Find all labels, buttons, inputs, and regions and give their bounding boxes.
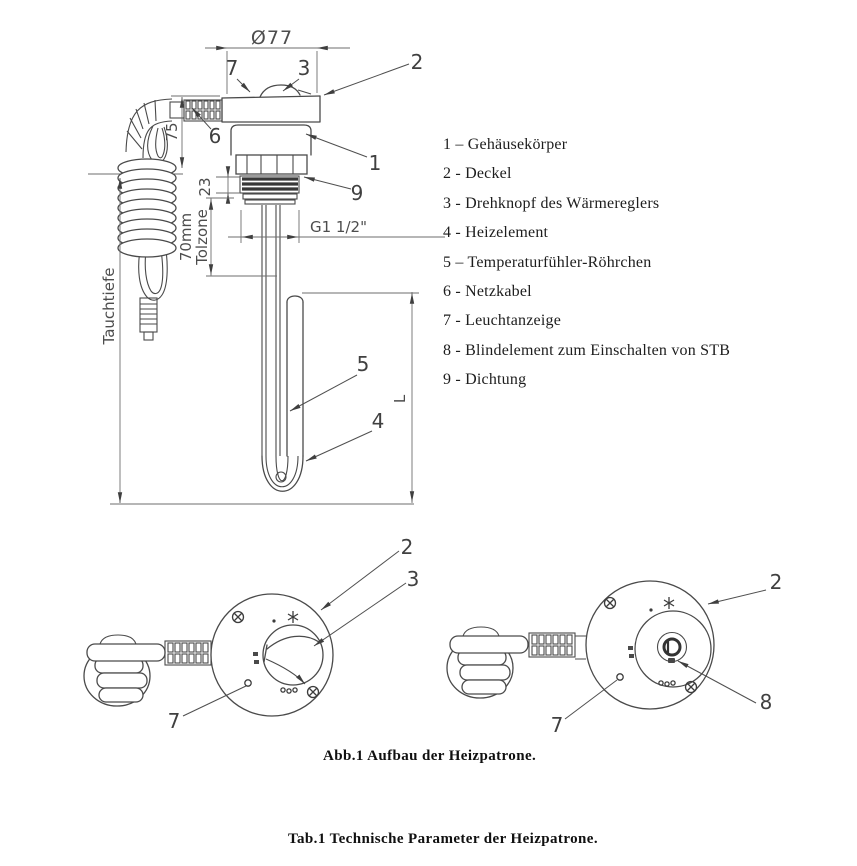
legend-item-8: 8 - Blindelement zum Einschalten von STB: [443, 341, 731, 359]
figure-caption: Abb.1 Aufbau der Heizpatrone.: [323, 748, 537, 764]
callout-8-right-view: 8: [759, 690, 773, 714]
callout-7-right-view: 7: [550, 713, 564, 737]
heating-element-tubes: [262, 205, 303, 491]
legend-item-6: 6 - Netzkabel: [443, 282, 532, 300]
callout-4: 4: [371, 409, 385, 433]
callout-5: 5: [356, 352, 370, 376]
legend-item-2: 2 - Deckel: [443, 165, 512, 183]
main-side-view: [88, 27, 445, 504]
coiled-cord: [118, 159, 176, 257]
dim-23: [196, 168, 240, 202]
dial-dot: [272, 619, 275, 622]
dim-element-length: [302, 292, 419, 503]
parts-legend: [443, 130, 730, 395]
housing-body: [231, 125, 311, 174]
callout-6: 6: [208, 124, 222, 148]
legend-item-4: 4 - Heizelement: [443, 224, 549, 242]
plug-ribbed-body: [140, 298, 157, 332]
cable-loop-lower: [139, 250, 168, 340]
dim-tolzone-line2: Tolzone: [193, 209, 211, 265]
callout-1: 1: [368, 151, 382, 175]
cable-gland-right-view: [529, 633, 586, 659]
callout-7: 7: [225, 56, 239, 80]
dim-thread-label: G1 1/2": [310, 218, 367, 236]
callout-7-left-view: 7: [167, 709, 181, 733]
mains-plug-right-view: [447, 627, 528, 698]
callout-9: 9: [350, 181, 364, 205]
front-view-knob-removed: [447, 570, 782, 737]
plug-tip: [144, 332, 153, 340]
knob-dome: [260, 85, 300, 97]
dim-tolzone-line1: 70mm: [177, 212, 195, 262]
dial-dot-2: [649, 608, 652, 611]
dim-tauchtiefe-label: Tauchtiefe: [100, 267, 118, 345]
front-view-with-knob: [84, 535, 419, 733]
dim-length-label: L: [391, 394, 409, 404]
table-caption: Tab.1 Technische Parameter der Heizpatrone.: [288, 831, 598, 847]
legend-item-7: 7 - Leuchtanzeige: [443, 312, 562, 330]
legend-item-9: 9 - Dichtung: [443, 371, 527, 389]
legend-item-5: 5 – Temperaturfühler-Röhrchen: [443, 253, 652, 271]
dim-75-label: 75: [163, 122, 181, 142]
cable-gland-left-view: [165, 641, 211, 665]
dim-thread: [228, 210, 445, 243]
element-end-cap: [287, 296, 303, 302]
callout-2: 2: [410, 50, 424, 74]
callout-2-right-view: 2: [769, 570, 783, 594]
callout-3: 3: [297, 56, 311, 80]
dim-diameter-label: Ø77: [250, 27, 294, 49]
dim-23-label: 23: [196, 177, 214, 197]
dim-immersion-depth: [100, 178, 120, 503]
legend-item-3: 3 - Drehknopf des Wärmereglers: [443, 194, 660, 212]
callout-2-left-view: 2: [400, 535, 414, 559]
legend-item-1: 1 – Gehäusekörper: [443, 136, 568, 153]
gasket: [240, 176, 299, 204]
callout-3-left-view: 3: [406, 567, 420, 591]
mains-plug-left-view: [84, 635, 165, 706]
cap-side-profile: [222, 85, 320, 122]
cable-gland: [170, 100, 222, 121]
callouts-main-view: [192, 50, 423, 461]
